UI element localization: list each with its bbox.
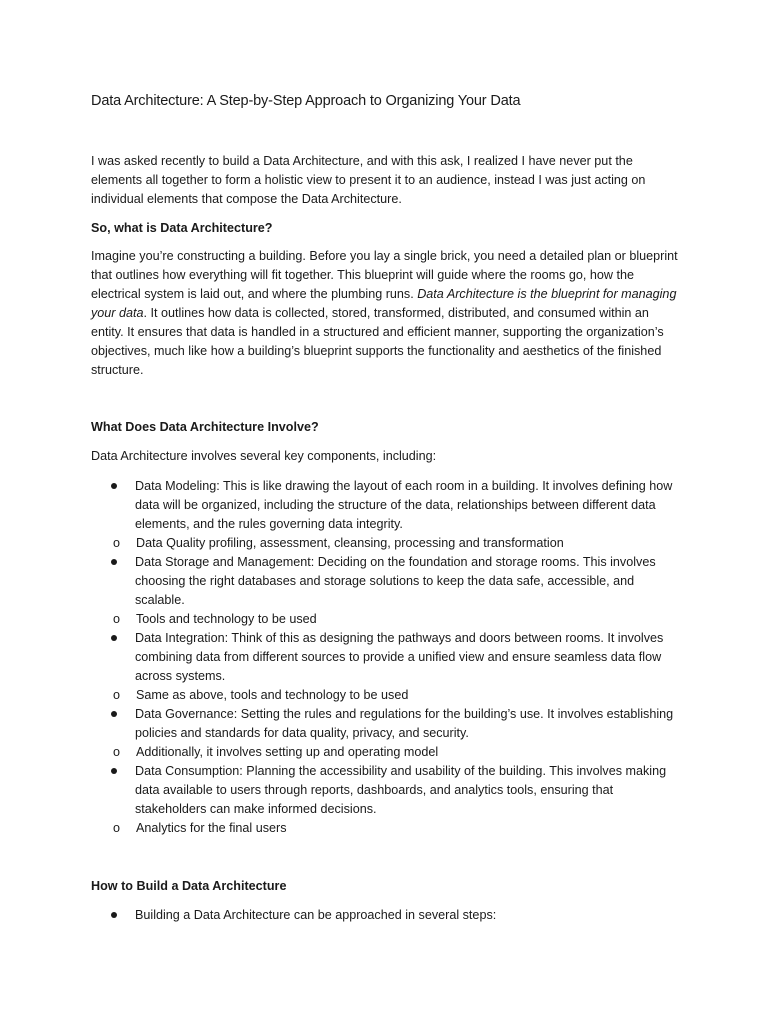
sub-bullet-icon: o: [113, 745, 121, 759]
list-item-text: Building a Data Architecture can be approached in several steps:: [135, 908, 497, 922]
sub-list-item: [91, 686, 683, 705]
list-item: [91, 762, 683, 819]
sub-bullet-icon: o: [113, 821, 121, 835]
bullet-icon: [111, 559, 117, 565]
bullet-icon: [111, 635, 117, 641]
sub-bullet-icon: o: [113, 688, 121, 702]
section-heading-involve: What Does Data Architecture Involve?: [91, 420, 319, 434]
sub-list-item-text: Tools and technology to be used: [136, 612, 317, 626]
list-item: [91, 629, 683, 686]
list-item-text: Data Governance: Setting the rules and regulations for the building’s use. It involves establishing policies and standards for data quality, privacy, and security.: [135, 707, 674, 740]
list-item: [91, 705, 683, 743]
section-involve-intro: Data Architecture involves several key components, including:: [91, 449, 437, 463]
paragraph-text: . It outlines how data is collected, stored, transformed, distributed, and consumed within an entity. It ensures that data is handled in a structured and efficient manner, supporting the organization’s objectives, much like how a building’s blueprint supports the functionality and aesthetics of the finished structure.: [91, 306, 664, 377]
section-heading-how-to-build: How to Build a Data Architecture: [91, 879, 287, 893]
sub-list-item-text: Data Quality profiling, assessment, cleansing, processing and transformation: [136, 536, 564, 550]
list-item-text: Data Modeling: This is like drawing the layout of each room in a building. It involves defining how data will be organized, including the structure of the data, relationships between different data elements, and the rules governing data integrity.: [135, 479, 673, 531]
italic-definition: Data Architecture is the blueprint for managing your data: [91, 287, 677, 320]
build-steps-list: [91, 906, 683, 925]
section-what-is-paragraph: [91, 247, 683, 380]
intro-paragraph: I was asked recently to build a Data Architecture, and with this ask, I realized I have never put the elements all together to form a holistic view to present it to an audience, instead I was just acting on individual elements that compose the Data Architecture.: [91, 154, 646, 206]
bullet-icon: [111, 768, 117, 774]
sub-list-item-text: Same as above, tools and technology to be used: [136, 688, 409, 702]
bullet-icon: [111, 711, 117, 717]
components-list: [91, 477, 683, 838]
sub-list-item: [91, 819, 683, 838]
sub-list-item-text: Additionally, it involves setting up and operating model: [136, 745, 439, 759]
sub-list-item: [91, 743, 683, 762]
bullet-icon: [111, 483, 117, 489]
list-item: [91, 906, 683, 925]
document-title: Data Architecture: A Step-by-Step Approach to Organizing Your Data: [91, 93, 521, 109]
list-item-text: Data Consumption: Planning the accessibility and usability of the building. This involves making data available to users through reports, dashboards, and analytics tools, ensuring that stakeholders can make informed decisions.: [135, 764, 667, 816]
paragraph-text: Imagine you’re constructing a building. Before you lay a single brick, you need a detailed plan or blueprint that outlines how everything will fit together. This blueprint will guide where the rooms go, how the electrical system is laid out, and where the plumbing runs.: [91, 249, 678, 301]
list-item-text: Data Integration: Think of this as designing the pathways and doors between rooms. It involves combining data from different sources to provide a unified view and ensure seamless data flow across systems.: [135, 631, 664, 683]
list-item: [91, 553, 683, 610]
sub-bullet-icon: o: [113, 536, 121, 550]
sub-list-item-text: Analytics for the final users: [136, 821, 287, 835]
list-item: [91, 477, 683, 534]
bullet-icon: [111, 912, 117, 918]
section-heading-what-is: So, what is Data Architecture?: [91, 221, 273, 235]
sub-list-item: [91, 610, 683, 629]
list-item-text: Data Storage and Management: Deciding on the foundation and storage rooms. This involves choosing the right databases and storage solutions to keep the data safe, accessible, and scalable.: [135, 555, 656, 607]
sub-list-item: [91, 534, 683, 553]
sub-bullet-icon: o: [113, 612, 121, 626]
